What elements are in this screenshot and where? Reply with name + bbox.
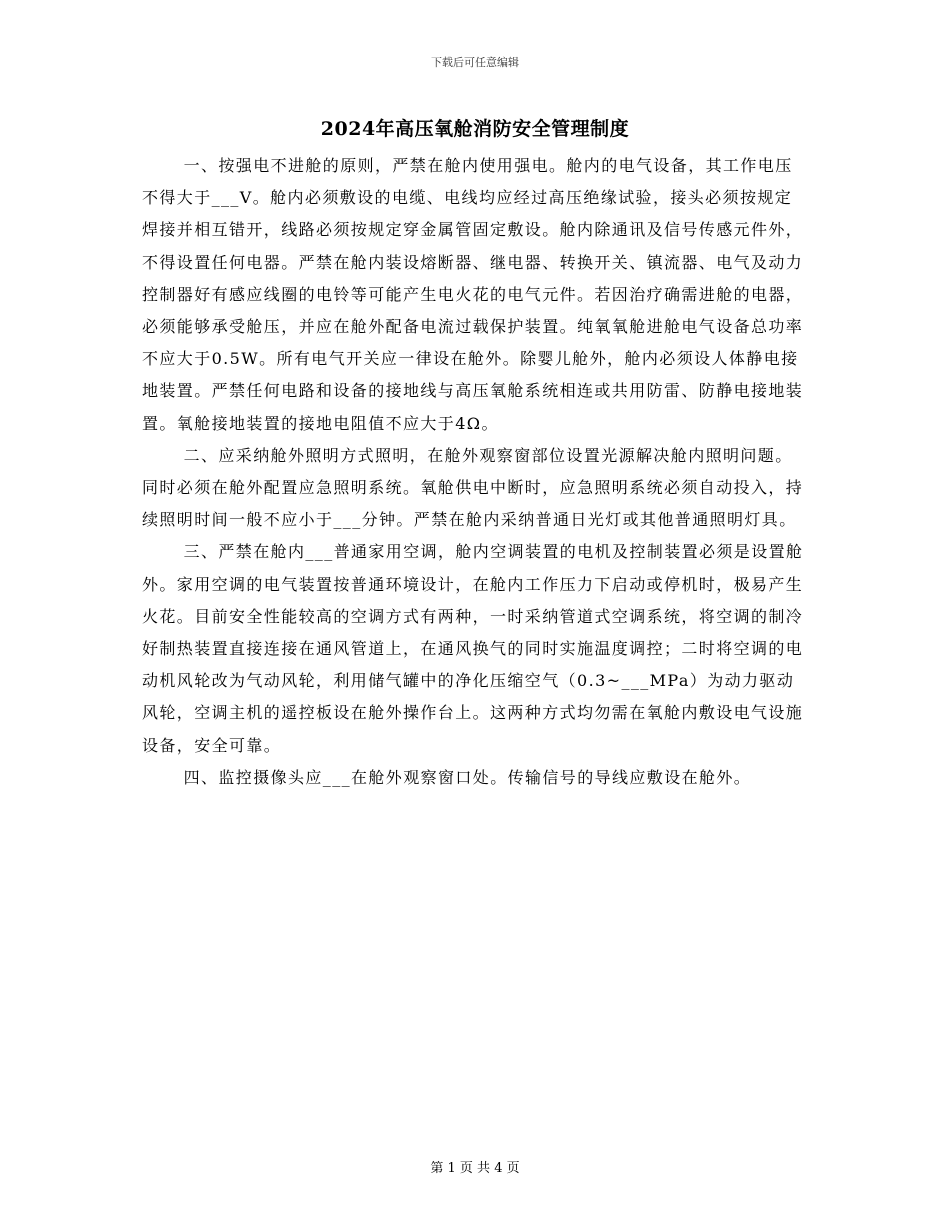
- paragraph-4: 四、监控摄像头应___在舱外观察窗口处。传输信号的导线应敷设在舱外。: [183, 767, 752, 787]
- document-body: [142, 150, 808, 794]
- page-footer: 第 1 页 共 4 页: [430, 1161, 520, 1176]
- paragraph-2: 二、应采纳舱外照明方式照明，在舱外观察窗部位设置光源解决舱内照明问题。同时必须在舱外配置应急照明系统。氧舱供电中断时，应急照明系统必须自动投入，持续照明时间一般不应小于___分钟。严禁在舱内采纳普通日光灯或其他普通照明灯具。: [142, 445, 804, 530]
- document-title: 2024年高压氧舱消防安全管理制度: [320, 118, 630, 140]
- paragraph-3: 三、严禁在舱内___普通家用空调，舱内空调装置的电机及控制装置必须是设置舱外。家用空调的电气装置按普通环境设计，在舱内工作压力下启动或停机时，极易产生火花。目前安全性能较高的空调方式有两种，一时采纳管道式空调系统，将空调的制冷好制热装置直接连接在通风管道上，在通风换气的同时实施温度调控；二时将空调的电动机风轮改为气动风轮，利用储气罐中的净化压缩空气（0.3~___MPa）为动力驱动风轮，空调主机的遥控板设在舱外操作台上。这两种方式均勿需在氧舱内敷设电气设施设备，安全可靠。: [142, 542, 804, 755]
- paragraph-1: 一、按强电不进舱的原则，严禁在舱内使用强电。舱内的电气设备，其工作电压不得大于___V。舱内必须敷设的电缆、电线均应经过高压绝缘试验，接头必须按规定焊接并相互错开，线路必须按规定穿金属管固定敷设。舱内除通讯及信号传感元件外，不得设置任何电器。严禁在舱内装设熔断器、继电器、转换开关、镇流器、电气及动力控制器好有感应线圈的电铃等可能产生电火花的电气元件。若因治疗确需进舱的电器，必须能够承受舱压，并应在舱外配备电流过载保护装置。纯氧氧舱进舱电气设备总功率不应大于0.5W。所有电气开关应一律设在舱外。除婴儿舱外，舱内必须设人体静电接地装置。严禁任何电路和设备的接地线与高压氧舱系统相连或共用防雷、防静电接地装置。氧舱接地装置的接地电阻值不应大于4Ω。: [142, 156, 804, 433]
- page-header: 下载后可任意编辑: [431, 56, 519, 69]
